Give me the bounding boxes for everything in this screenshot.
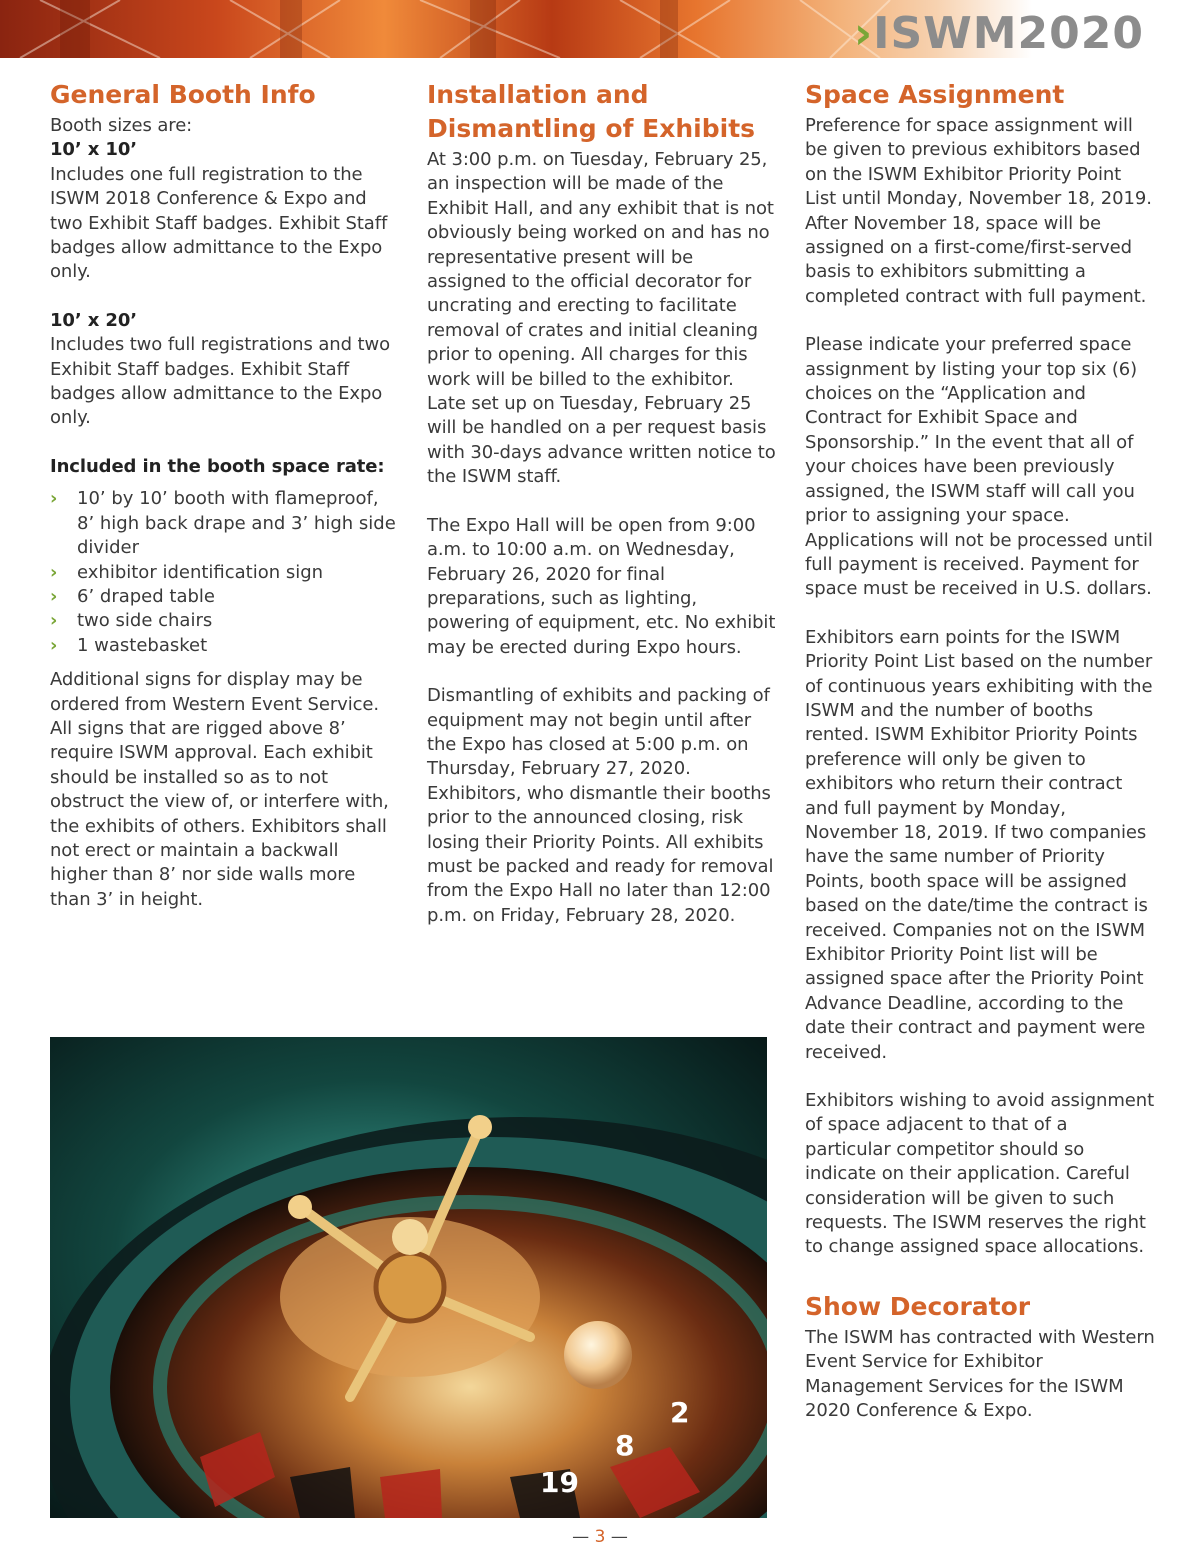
list-item: › 6’ draped table xyxy=(50,585,400,609)
list-item: › 10’ by 10’ booth with flameproof, 8’ high back drape and 3’ high side divider xyxy=(50,488,396,559)
page-number xyxy=(0,1527,1200,1547)
spacer xyxy=(805,602,1155,626)
chevron-right-icon: › xyxy=(50,610,58,632)
decorator-paragraph: The ISWM has contracted with Western Event Service for Exhibitor Management Services for the ISWM 2020 Conference & Expo. xyxy=(805,1326,1155,1422)
header-banner xyxy=(0,0,1200,58)
size-10x20-text: Includes two full registrations and two Exhibit Staff badges. Exhibit Staff badges allow admittance to the Expo only. xyxy=(50,334,391,429)
spacer xyxy=(50,285,400,309)
list-item: › exhibitor identification sign xyxy=(50,561,400,585)
page-number-value: 3 xyxy=(594,1527,606,1547)
logo-chevron-icon: › xyxy=(854,8,874,58)
included-heading: Included in the booth space rate: xyxy=(50,455,385,477)
spacer xyxy=(805,1065,1155,1089)
installation-paragraph-2: The Expo Hall will be open from 9:00 a.m. to 10:00 a.m. on Wednesday, February 26, 2020 for final preparations, such as lighting, powering of equipment, etc. No exhibit may be erected during Expo hours. xyxy=(427,514,776,658)
iswm-logo xyxy=(854,8,1144,58)
wheel-number: 19 xyxy=(540,1466,579,1499)
spacer xyxy=(805,309,1155,333)
space-paragraph-3: Exhibitors earn points for the ISWM Priority Point List based on the number of continuous years exhibiting with the ISWM and the number of booths rented. ISWM Exhibitor Priority Points preference will only be given to exhibitors who return their contract and full payment by Monday, November 18, 2019. If two companies have the same number of Priority Points, booth space will be assigned based on the date/time the contract is received. Companies not on the ISWM Exhibitor Priority Point list will be assigned space after the Priority Point Advance Deadline, according to the date their contract and payment were received. xyxy=(805,626,1153,1063)
additional-signs-text: Additional signs for display may be ordered from Western Event Service. All signs that are rigged above 8’ require ISWM approval. Each exhibit should be installed so as to not obstruct the view of, or interfere with, the exhibits of others. Exhibitors shall not erect or maintain a backwall higher than 8’ nor side walls more than 3’ in height. xyxy=(50,669,389,910)
space-assignment-title: Space Assignment xyxy=(805,80,1065,109)
installation-title: Installation and Dismantling of Exhibits xyxy=(427,80,756,143)
installation-paragraph-1: At 3:00 p.m. on Tuesday, February 25, an inspection will be made of the Exhibit Hall, and any exhibit that is not obviously being worked on and has no representative present will be assigned to the official decorator for uncrating and erecting to facilitate removal of crates and initial cleaning prior to opening. All charges for this work will be billed to the exhibitor. Late set up on Tuesday, February 25 will be handled on a per request basis with 30-days advance written notice to the ISWM staff. xyxy=(427,149,776,488)
spacer xyxy=(427,490,777,514)
general-booth-title: General Booth Info xyxy=(50,80,316,109)
chevron-right-icon: › xyxy=(50,488,58,510)
dash-right: — xyxy=(610,1527,628,1547)
chevron-right-icon: › xyxy=(50,561,58,583)
size-10x10-text: Includes one full registration to the ISWM 2018 Conference & Expo and two Exhibit Staff badges. Exhibit Staff badges allow admittance to the Expo only. xyxy=(50,163,388,283)
size-10x10-label: 10’ x 10’ xyxy=(50,139,138,161)
spacer xyxy=(805,1260,1155,1290)
roulette-wheel-photo xyxy=(50,1037,767,1518)
chevron-right-icon: › xyxy=(50,585,58,607)
space-paragraph-1: Preference for space assignment will be given to previous exhibitors based on the ISWM Exhibitor Priority Point List until Monday, November 18, 2019. After November 18, space will be assigned on a first-come/first-served basis to exhibitors submitting a completed contract with full payment. xyxy=(805,115,1152,307)
wheel-number: 2 xyxy=(670,1396,690,1429)
column-general-booth xyxy=(50,78,400,912)
column-installation xyxy=(427,78,777,928)
dash-left: — xyxy=(572,1527,590,1547)
space-paragraph-2: Please indicate your preferred space assignment by listing your top six (6) choices on the “Application and Contract for Exhibit Space and Sponsorship.” In the event that all of your choices have been previously assigned, the ISWM staff will call you prior to assigning your space. Applications will not be processed until full payment is received. Payment for space must be received in U.S. dollars. xyxy=(805,334,1153,600)
space-paragraph-4: Exhibitors wishing to avoid assignment of space adjacent to that of a particular competitor should so indicate on their application. Careful consideration will be given to such requests. The ISWM reserves the right to change assigned space allocations. xyxy=(805,1090,1155,1258)
spacer xyxy=(427,660,777,684)
list-item: › two side chairs xyxy=(50,609,400,633)
size-10x20-label: 10’ x 20’ xyxy=(50,309,138,331)
show-decorator-title: Show Decorator xyxy=(805,1291,1031,1321)
list-item: › 1 wastebasket xyxy=(50,634,400,658)
logo-text: ISWM2020 xyxy=(873,8,1144,58)
installation-paragraph-3: Dismantling of exhibits and packing of equipment may not begin until after the Expo has closed at 5:00 p.m. on Thursday, February 27, 2020. Exhibitors, who dismantle their booths prior to the announced closing, risk losing their Priority Points. All exhibits must be packed and ready for removal from the Expo Hall no later than 12:00 p.m. on Friday, February 28, 2020. xyxy=(427,685,774,926)
booth-sizes-intro: Booth sizes are: xyxy=(50,115,193,136)
included-list xyxy=(50,487,400,658)
wheel-number: 8 xyxy=(615,1429,635,1462)
column-space-assignment xyxy=(805,78,1155,1424)
chevron-right-icon: › xyxy=(50,634,58,656)
roulette-wheel-icon xyxy=(50,1037,767,1518)
